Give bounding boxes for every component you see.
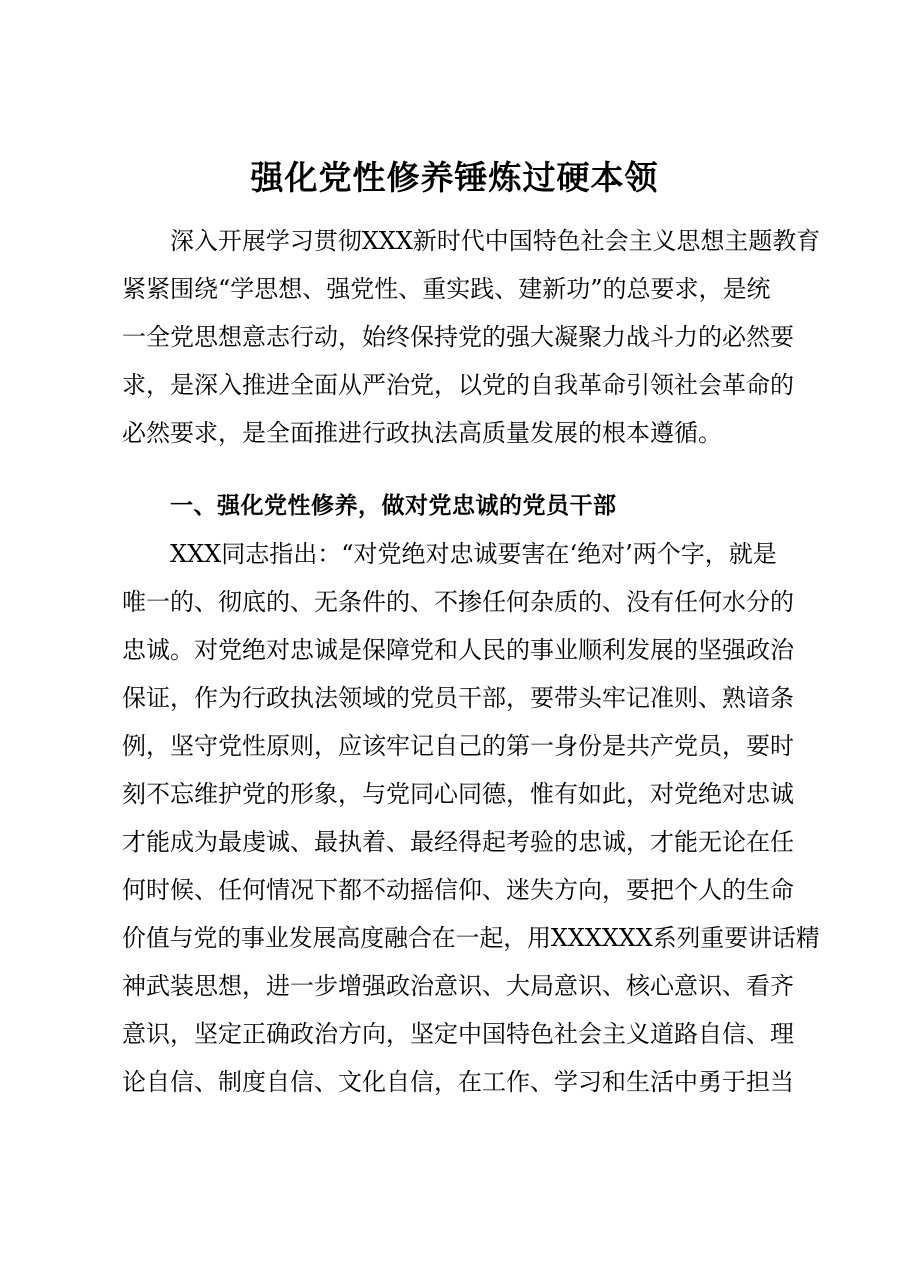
paragraph-line: 一全党思想意志行动，始终保持党的强大凝聚力战斗力的必然要	[122, 323, 794, 351]
section-heading: 一、强化党性修养，做对党忠诚的党员干部	[170, 493, 617, 519]
paragraph-line: XXX同志指出：“对党绝对忠诚要害在‘绝对’两个字，就是	[170, 540, 777, 568]
paragraph-line: 紧紧围绕“学思想、强党性、重实践、建新功”的总要求，是统	[122, 275, 771, 303]
paragraph-line: 深入开展学习贯彻XXX新时代中国特色社会主义思想主题教育	[170, 227, 821, 255]
paragraph-line: 例，坚守党性原则，应该牢记自己的第一身份是共产党员，要时	[122, 732, 794, 760]
paragraph-line: 求，是深入推进全面从严治党，以党的自我革命引领社会革命的	[122, 371, 794, 399]
paragraph-line: 神武装思想，进一步增强政治意识、大局意识、核心意识、看齐	[122, 972, 794, 1000]
paragraph-line: 保证，作为行政执法领域的党员干部，要带头牢记准则、熟谙条	[122, 684, 794, 712]
paragraph-line: 刻不忘维护党的形象，与党同心同德，惟有如此，对党绝对忠诚	[122, 780, 794, 808]
paragraph-line: 价值与党的事业发展高度融合在一起，用XXXXXX系列重要讲话精	[122, 924, 820, 952]
paragraph-line: 何时候、任何情况下都不动摇信仰、迷失方向，要把个人的生命	[122, 876, 794, 904]
paragraph-line: 意识，坚定正确政治方向，坚定中国特色社会主义道路自信、理	[122, 1020, 794, 1048]
paragraph-line: 必然要求，是全面推进行政执法高质量发展的根本遵循。	[122, 419, 722, 447]
paragraph-line: 论自信、制度自信、文化自信，在工作、学习和生活中勇于担当	[122, 1068, 794, 1096]
paragraph-line: 忠诚。对党绝对忠诚是保障党和人民的事业顺利发展的坚强政治	[122, 636, 794, 664]
paragraph-line: 才能成为最虔诚、最执着、最经得起考验的忠诚，才能无论在任	[122, 828, 794, 856]
document-title: 强化党性修养锤炼过硬本领	[250, 158, 659, 197]
paragraph-line: 唯一的、彻底的、无条件的、不掺任何杂质的、没有任何水分的	[122, 588, 794, 616]
